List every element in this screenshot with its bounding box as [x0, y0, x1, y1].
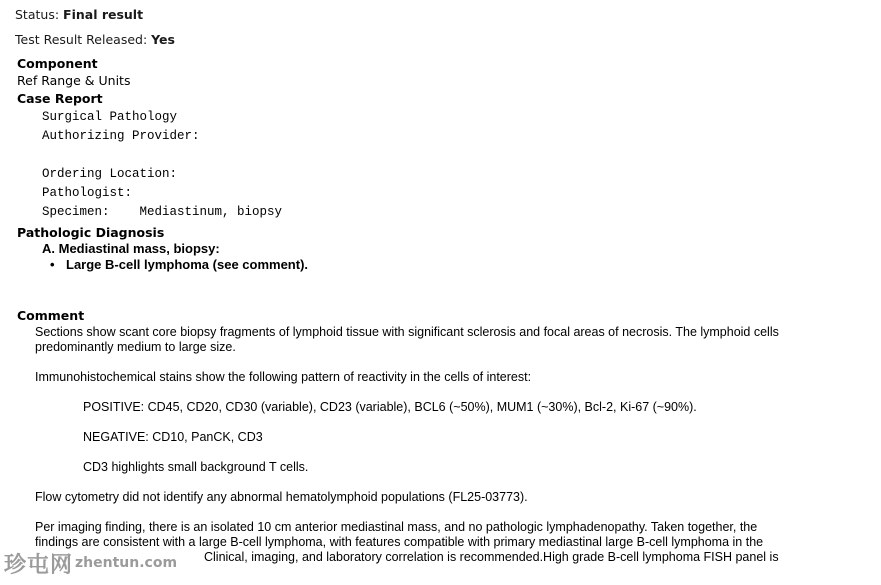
- watermark-en: zhentun.com: [75, 555, 178, 571]
- watermark-cn: 珍屯网: [4, 551, 74, 578]
- case-line-ordering-location: Ordering Location:: [42, 167, 178, 181]
- case-line-surgical-pathology: Surgical Pathology: [42, 110, 178, 124]
- watermark-logo: [4, 548, 177, 578]
- released-line: [15, 32, 175, 47]
- ref-range-header: Ref Range & Units: [17, 73, 131, 88]
- comment-positive: POSITIVE: CD45, CD20, CD30 (variable), CD23 (variable), BCL6 (~50%), MUM1 (~30%), Bcl-2, Ki-67 (~90%).: [83, 400, 697, 414]
- status-label: Status:: [15, 7, 60, 22]
- released-value: Yes: [151, 32, 175, 47]
- comment-imaging-line3: Clinical, imaging, and laboratory correlation is recommended.High grade B-cell lymphoma FISH panel is: [204, 550, 779, 564]
- comment-p1-line2: predominantly medium to large size.: [35, 340, 236, 354]
- diagnosis-item: A. Mediastinal mass, biopsy:: [42, 241, 220, 256]
- comment-ihc-intro: Immunohistochemical stains show the following pattern of reactivity in the cells of interest:: [35, 370, 532, 384]
- comment-imaging-line2: findings are consistent with a large B-cell lymphoma, with features compatible with primary mediastinal large B-cell lymphoma in the: [35, 535, 764, 549]
- comment-flow: Flow cytometry did not identify any abnormal hematolymphoid populations (FL25-03773).: [35, 490, 528, 504]
- case-line-pathologist: Pathologist:: [42, 186, 133, 200]
- comment-imaging-line1: Per imaging finding, there is an isolated 10 cm anterior mediastinal mass, and no pathologic lymphadenopathy. Taken together, the: [35, 520, 758, 534]
- case-line-authorizing-provider: Authorizing Provider:: [42, 129, 200, 143]
- comment-negative: NEGATIVE: CD10, PanCK, CD3: [83, 430, 263, 444]
- released-label: Test Result Released:: [15, 32, 148, 47]
- comment-p1-line1: Sections show scant core biopsy fragments of lymphoid tissue with significant sclerosis and focal areas of necrosis. The lymphoid cells: [35, 325, 779, 339]
- case-report-header: Case Report: [17, 91, 103, 106]
- case-line-specimen: Specimen: Mediastinum, biopsy: [42, 205, 283, 219]
- comment-heading: Comment: [17, 308, 85, 323]
- status-line: [15, 7, 143, 22]
- component-header: Component: [17, 56, 98, 71]
- diagnosis-heading: Pathologic Diagnosis: [17, 225, 165, 240]
- diagnosis-bullet-marker: •: [50, 257, 55, 272]
- comment-cd3: CD3 highlights small background T cells.: [83, 460, 309, 474]
- status-value: Final result: [63, 7, 144, 22]
- diagnosis-bullet: Large B-cell lymphoma (see comment).: [66, 257, 309, 272]
